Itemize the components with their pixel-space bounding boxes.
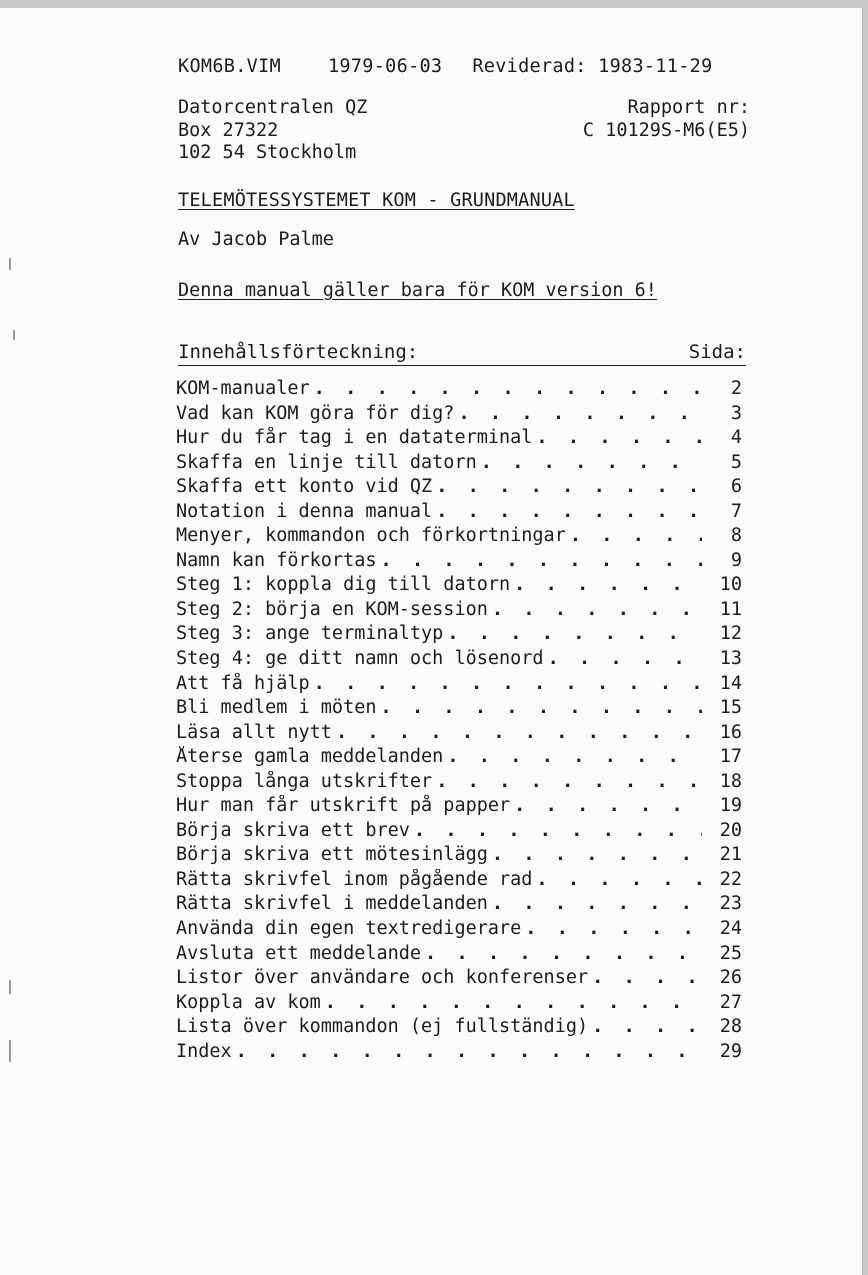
toc-entry-page: 12 (719, 623, 742, 645)
toc-entry (176, 427, 742, 452)
toc-entry-page: 15 (719, 697, 742, 719)
toc-entry (176, 452, 742, 477)
toc-entry (176, 795, 742, 820)
scan-mark (13, 330, 15, 340)
toc-entry-title: Stoppa långa utskrifter (176, 770, 433, 792)
toc-entry (176, 918, 742, 943)
toc-entry (176, 550, 742, 575)
toc-entry-page: 21 (719, 844, 742, 866)
toc-entry-page: 6 (730, 476, 742, 498)
toc-entry-page: 7 (730, 500, 742, 522)
toc-entry-page: 10 (719, 574, 742, 596)
toc-entry-title: Hur man får utskrift på papper (176, 795, 511, 817)
toc-leader-dots (514, 574, 702, 595)
toc-leader-dots (314, 673, 702, 694)
toc-leader-dots (536, 427, 702, 448)
toc-leader-dots (325, 992, 702, 1013)
toc-entry-title: Skaffa en linje till datorn (176, 451, 477, 473)
report-number: C 10129S-M6(E5) (582, 119, 750, 141)
toc-leader-dots (592, 967, 702, 988)
toc-entry-page: 23 (719, 893, 742, 915)
toc-entry (176, 893, 742, 918)
toc-leader-dots (414, 820, 702, 841)
toc-entry-page: 14 (719, 672, 742, 694)
toc-entry-title: Steg 4: ge ditt namn och lösenord (176, 648, 544, 670)
toc-entry-title: Att få hjälp (176, 672, 310, 694)
toc-entry (176, 992, 742, 1017)
report-block (583, 97, 750, 142)
toc-leader-dots (425, 943, 702, 964)
toc-entry-page: 2 (730, 378, 742, 399)
toc-leader-dots (492, 844, 702, 865)
toc-entry (176, 501, 742, 526)
toc-entry-title: Vad kan KOM göra för dig? (176, 402, 455, 424)
scan-mark (9, 980, 11, 994)
toc-entry (176, 722, 742, 747)
toc-entry-title: Notation i denna manual (176, 500, 433, 522)
toc-entry-title: Återse gamla meddelanden (176, 746, 444, 768)
toc-entry (176, 378, 742, 403)
toc-leader-dots (525, 918, 702, 939)
table-of-contents (176, 378, 742, 1065)
toc-entry-title: Hur du får tag i en dataterminal (176, 427, 533, 449)
toc-entry-page: 20 (719, 819, 742, 841)
toc-entry-page: 8 (730, 525, 742, 547)
toc-entry-title: KOM-manualer (176, 378, 310, 399)
toc-leader-dots (592, 1016, 702, 1037)
toc-entry-title: Avsluta ett meddelande (176, 942, 422, 964)
toc-entry (176, 1016, 742, 1041)
toc-entry-page: 24 (719, 918, 742, 940)
scan-mark (9, 258, 11, 270)
toc-leader-dots (380, 697, 702, 718)
report-label: Rapport nr: (627, 97, 750, 118)
toc-entry-title: Börja skriva ett mötesinlägg (176, 844, 488, 866)
toc-entry (176, 844, 742, 869)
author-line: Av Jacob Palme (178, 229, 334, 250)
toc-entry (176, 525, 742, 550)
toc-entry (176, 623, 742, 648)
toc-entry-title: Rätta skrivfel i meddelanden (176, 893, 488, 915)
toc-entry-page: 13 (719, 648, 742, 670)
scan-mark (9, 1040, 11, 1062)
toc-entry-page: 9 (730, 549, 742, 571)
toc-leader-dots (492, 599, 702, 620)
toc-leader-dots (548, 648, 702, 669)
toc-leader-dots (314, 378, 702, 399)
toc-entry-page: 25 (719, 942, 742, 964)
toc-leader-dots (514, 795, 702, 816)
address-line: 102 54 Stockholm (178, 142, 357, 163)
document-header (178, 56, 758, 77)
toc-leader-dots (336, 722, 702, 743)
toc-entry-title: Index (176, 1040, 232, 1062)
toc-entry (176, 476, 742, 501)
toc-entry-title: Skaffa ett konto vid QZ (176, 476, 433, 498)
toc-entry-title: Läsa allt nytt (176, 721, 332, 743)
sender-address (178, 97, 367, 165)
toc-entry-title: Listor över användare och konferenser (176, 967, 589, 989)
toc-leader-dots (447, 623, 702, 644)
toc-entry-title: Namn kan förkortas (176, 549, 377, 571)
toc-entry (176, 648, 742, 673)
toc-entry-page: 29 (719, 1040, 742, 1062)
toc-entry-title: Använda din egen textredigerare (176, 918, 522, 940)
version-notice: Denna manual gäller bara för KOM version 6! (178, 280, 657, 301)
address-line: Datorcentralen QZ (178, 97, 368, 118)
toc-entry (176, 574, 742, 599)
toc-leader-dots (380, 550, 702, 571)
toc-entry (176, 869, 742, 894)
revision-date: Reviderad: 1983-11-29 (472, 56, 713, 77)
toc-entry-title: Steg 1: koppla dig till datorn (176, 574, 511, 596)
toc-entry-title: Rätta skrivfel inom pågående rad (176, 868, 533, 890)
toc-entry-page: 5 (730, 451, 742, 473)
document-title: TELEMÖTESSYSTEMET KOM - GRUNDMANUAL (178, 190, 575, 211)
toc-leader-dots (536, 869, 702, 890)
toc-leader-dots (236, 1041, 702, 1062)
toc-entry (176, 1041, 742, 1066)
toc-entry-page: 11 (719, 598, 742, 620)
toc-page-heading: Sida: (688, 341, 746, 363)
toc-entry-page: 26 (719, 967, 742, 989)
toc-entry-page: 17 (719, 746, 742, 768)
toc-entry (176, 599, 742, 624)
toc-entry-page: 27 (719, 991, 742, 1013)
toc-entry (176, 771, 742, 796)
toc-entry (176, 403, 742, 428)
toc-entry-page: 16 (719, 721, 742, 743)
document-date: 1979-06-03 (327, 56, 443, 77)
toc-entry-page: 18 (719, 770, 742, 792)
toc-entry-title: Lista över kommandon (ej fullständig) (176, 1016, 589, 1038)
toc-entry (176, 746, 742, 771)
toc-entry-page: 19 (719, 795, 742, 817)
toc-entry-title: Steg 2: börja en KOM-session (176, 598, 488, 620)
toc-entry (176, 820, 742, 845)
toc-entry-page: 22 (719, 868, 742, 890)
toc-entry-page: 28 (719, 1016, 742, 1038)
toc-leader-dots (436, 476, 702, 497)
toc-entry-title: Bli medlem i möten (176, 697, 377, 719)
toc-leader-dots (492, 893, 702, 914)
toc-leader-dots (447, 746, 702, 767)
toc-entry-title: Koppla av kom (176, 991, 321, 1013)
toc-entry-title: Börja skriva ett brev (176, 819, 410, 841)
toc-entry (176, 967, 742, 992)
address-line: Box 27322 (178, 119, 279, 141)
toc-entry (176, 943, 742, 968)
document-id: KOM6B.VIM (178, 56, 281, 77)
document-page (0, 8, 862, 1275)
toc-entry-page: 3 (730, 402, 742, 424)
toc-entry (176, 697, 742, 722)
toc-header (178, 341, 746, 366)
toc-leader-dots (436, 501, 702, 522)
toc-leader-dots (481, 452, 702, 473)
toc-leader-dots (458, 403, 702, 424)
toc-entry-title: Menyer, kommandon och förkortningar (176, 525, 566, 547)
toc-entry (176, 673, 742, 698)
toc-leader-dots (436, 771, 702, 792)
toc-leader-dots (570, 525, 702, 546)
toc-entry-page: 4 (730, 427, 742, 449)
toc-entry-title: Steg 3: ange terminaltyp (176, 623, 444, 645)
toc-heading: Innehållsförteckning: (178, 341, 419, 363)
